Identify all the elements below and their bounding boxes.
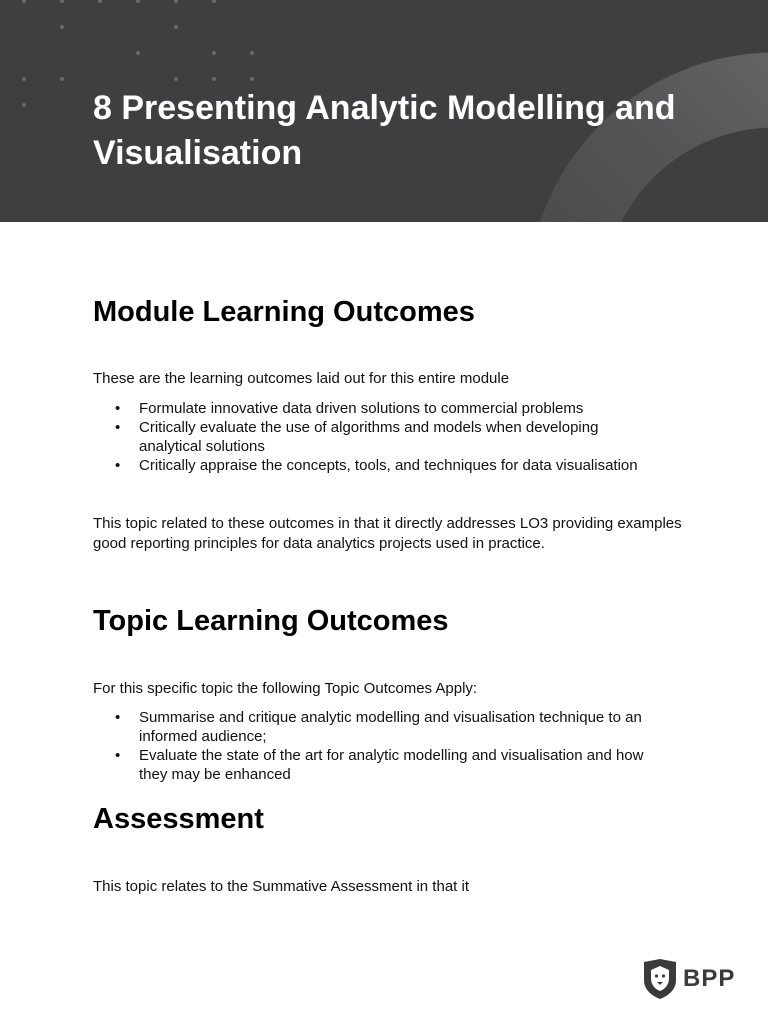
bullet-icon: • <box>115 419 121 436</box>
module-outcomes-intro: These are the learning outcomes laid out for this entire module <box>93 370 510 387</box>
list-item: • Evaluate the state of the art for analytic modelling and visualisation and how they may be enhanced <box>115 747 644 783</box>
bpp-logo <box>641 958 736 1000</box>
bullet-icon: • <box>115 400 121 417</box>
topic-outcomes-list <box>93 708 683 784</box>
module-outcomes-list <box>93 399 683 475</box>
bullet-icon: • <box>115 747 121 764</box>
list-item: • Formulate innovative data driven solutions to commercial problems <box>115 400 584 417</box>
list-item: • Summarise and critique analytic modelling and visualisation technique to an informed audience; <box>115 709 642 745</box>
section-heading-topic-outcomes: Topic Learning Outcomes <box>93 605 449 637</box>
list-item: • Critically evaluate the use of algorithms and models when developing analytical solutions <box>115 419 599 455</box>
topic-outcomes-intro: For this specific topic the following Topic Outcomes Apply: <box>93 680 478 697</box>
section-heading-module-outcomes: Module Learning Outcomes <box>93 296 475 328</box>
header-banner <box>0 0 768 222</box>
list-item: • Critically appraise the concepts, tools, and techniques for data visualisation <box>115 457 638 474</box>
assessment-text: This topic relates to the Summative Assessment in that it <box>93 878 469 895</box>
page-title: 8 Presenting Analytic Modelling and Visualisation <box>93 89 676 172</box>
logo-text: BPP <box>683 965 736 992</box>
bullet-icon: • <box>115 709 121 726</box>
module-outcomes-relation: This topic related to these outcomes in that it directly addresses LO3 providing examples good reporting principles for data analytics projects used in practice. <box>93 515 682 552</box>
lion-shield-icon <box>641 958 679 1000</box>
bullet-icon: • <box>115 457 121 474</box>
section-heading-assessment: Assessment <box>93 803 264 835</box>
